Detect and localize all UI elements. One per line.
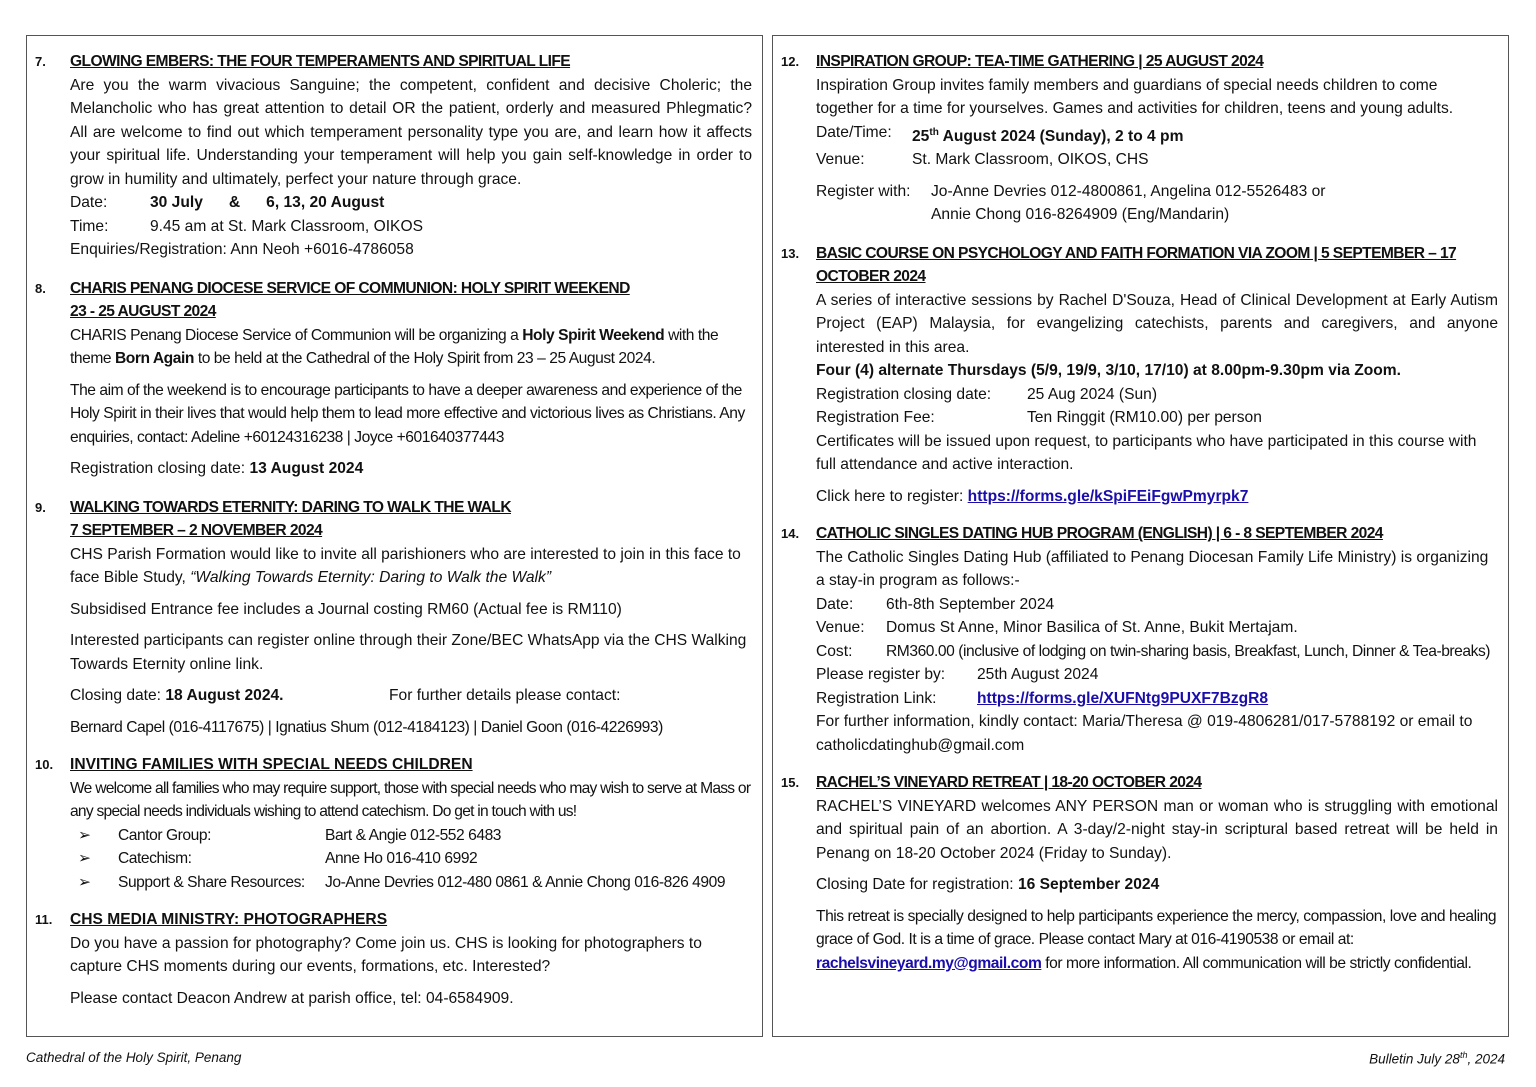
arrow-bullet-icon: ➢ (78, 873, 91, 891)
contacts: Bernard Capel (016-4117675) | Ignatius Shum (012-4184123) | Daniel Goon (016-4226993) (70, 718, 663, 736)
announcement-title: INVITING FAMILIES WITH SPECIAL NEEDS CHILDREN (70, 756, 473, 773)
item-number: 9. (35, 499, 46, 515)
announcement-subtitle: 23 - 25 AUGUST 2024 (70, 303, 216, 320)
announcement-title: GLOWING EMBERS: THE FOUR TEMPERAMENTS AND SPIRITUAL LIFE (70, 53, 571, 70)
announcement-body: CHARIS Penang Diocese Service of Communion will be organizing a Holy Spirit Weekend with the theme Born Again to be held at the Cathedral of the Holy Spirit from 23 – 25 August 2024. (70, 326, 719, 367)
certificates-note: Certificates will be issued upon request, to participants who have participated in this course with full attendance and active interaction. (816, 432, 1477, 474)
arrow-bullet-icon: ➢ (78, 850, 91, 867)
announcement-body-2: This retreat is specially designed to help participants experience the mercy, compassion, love and healing grace of God. It is a time of grace. Please contact Mary at 016-4190538 or email at: rachelsvineyard.my@gmail.com for more information. All communication will be strictly confidential. (816, 907, 1497, 972)
closing-date: Registration closing date: 13 August 2024 (70, 460, 364, 477)
contact-line: Please contact Deacon Andrew at parish office, tel: 04-6584909. (70, 989, 514, 1007)
closing-row: Closing date: 18 August 2024. For further details please contact: (70, 684, 752, 708)
announcement-12 (781, 50, 1498, 227)
datetime-row: Date/Time: 25th August 2024 (Sunday), 2 to 4 pm (816, 123, 1184, 145)
registration-link[interactable]: https://forms.gle/XUFNtg9PUXF7BzgR8 (977, 689, 1269, 707)
schedule-line: Four (4) alternate Thursdays (5/9, 19/9, 3/10, 17/10) at 8.00pm-9.30pm via Zoom. (816, 362, 1401, 380)
fee-row: Registration Fee: Ten Ringgit (RM10.00) per person (816, 409, 1262, 427)
announcement-subtitle: 7 SEPTEMBER – 2 NOVEMBER 2024 (70, 522, 323, 539)
registration-link-row: Registration Link: https://forms.gle/XUFNtg9PUXF7BzgR8 (816, 687, 1498, 711)
announcement-8 (35, 277, 752, 481)
announcement-9 (35, 496, 752, 740)
announcement-7 (35, 50, 752, 262)
item-number: 12. (781, 54, 800, 69)
announcement-title: RACHEL’S VINEYARD RETREAT | 18-20 OCTOBER 2024 (816, 774, 1202, 792)
bullet-item: ➢ Cantor Group: Bart & Angie 012-552 6483 (70, 824, 752, 848)
arrow-bullet-icon: ➢ (78, 826, 91, 844)
announcement-body-2: The aim of the weekend is to encourage participants to have a deeper awareness and experience of the Holy Spirit in their lives that would help them to lead more effective and victorious lives as Christians. Any enquiries, contact: Adeline +60124316238 | Joyce +601640377443 (70, 381, 745, 446)
announcement-title: INSPIRATION GROUP: TEA-TIME GATHERING | 25 AUGUST 2024 (816, 53, 1264, 70)
announcement-body: Are you the warm vivacious Sanguine; the competent, confident and decisive Choleric; the Melancholic who has great attention to detail OR the patient, orderly and measured Phlegmatic? All are welcome to find out which temperament personality type you are, and learn how it affects your spiritual life. Understanding your temperament will help you gain self-knowledge in order to grow in humility and ultimately, perfect your nature through grace. (70, 76, 752, 188)
time-value: 9.45 am at St. Mark Classroom, OIKOS (150, 217, 423, 235)
announcement-body: CHS Parish Formation would like to invite all parishioners who are interested to join in this face to face Bible Study, “Walking Towards Eternity: Daring to Walk the Walk” (70, 545, 741, 586)
announcement-11 (35, 908, 752, 1010)
announcement-title: CHS MEDIA MINISTRY: PHOTOGRAPHERS (70, 911, 388, 928)
item-number: 11. (35, 912, 53, 927)
item-number: 7. (35, 54, 46, 69)
register-link[interactable]: https://forms.gle/kSpiFEiFgwPmyrpk7 (967, 487, 1249, 505)
enquiries: Enquiries/Registration: Ann Neoh +6016-4786058 (70, 241, 414, 258)
item-number: 8. (35, 280, 46, 296)
info-line: For further information, kindly contact: Maria/Theresa @ 019-4806281/017-5788192 or email to catholicdatinghub@gmail.com (816, 713, 1473, 754)
left-column (26, 35, 763, 1037)
announcement-body: The Catholic Singles Dating Hub (affiliated to Penang Diocesan Family Life Ministry) is organizing a stay-in program as follows:- (816, 548, 1489, 590)
announcement-title: BASIC COURSE ON PSYCHOLOGY AND FAITH FORMATION VIA ZOOM | 5 SEPTEMBER – 17 OCTOBER 2024 (816, 244, 1457, 286)
venue-row: Venue: St. Mark Classroom, OIKOS, CHS (816, 151, 1149, 169)
time-row (70, 215, 752, 239)
date-label: Date: (70, 194, 108, 211)
announcement-body: Do you have a passion for photography? Come join us. CHS is looking for photographers to capture CHS moments during our events, formations, etc. Interested? (70, 934, 702, 975)
date-value-2: 6, 13, 20 August (266, 194, 385, 211)
register-line: Click here to register: https://forms.gle/kSpiFEiFgwPmyrpk7 (816, 487, 1249, 505)
closing-row: Registration closing date: 25 Aug 2024 (Sun) (816, 385, 1158, 403)
time-label: Time: (70, 217, 109, 235)
bullet-item: ➢ Support & Share Resources: Jo-Anne Devries 012-480 0861 & Annie Chong 016-826 4909 (70, 871, 752, 895)
date-row: Date: 6th-8th September 2024 (816, 595, 1055, 613)
announcement-body: A series of interactive sessions by Rachel D'Souza, Head of Clinical Development at Early Autism Project (EAP) Malaysia, for evangelizing catechists, parents and caregivers, and anyone interested in this area. (816, 291, 1498, 356)
announcement-14 (781, 522, 1498, 757)
bullet-item: ➢ Catechism: Anne Ho 016-410 6992 (70, 847, 752, 871)
date-row (70, 191, 752, 215)
cost-row: Cost: RM360.00 (inclusive of lodging on twin-sharing basis, Breakfast, Lunch, Dinner & Tea-breaks) (816, 642, 1491, 660)
date-value-1: 30 July (150, 194, 203, 211)
email-link[interactable]: rachelsvineyard.my@gmail.com (816, 954, 1042, 972)
announcement-body: We welcome all families who may require support, those with special needs who may wish to serve at Mass or any special needs individuals wishing to attend catechism. Do get in touch with us! (70, 779, 751, 820)
announcement-body: Inspiration Group invites family members and guardians of special needs children to come together for a time for yourselves. Games and activities for children, teens and young adults. (816, 76, 1454, 117)
announcement-body: RACHEL’S VINEYARD welcomes ANY PERSON man or woman who is struggling with emotional and spiritual pain of an abortion. A 3-day/2-night stay-in scriptural based retreat will be held in Penang on 18-20 October 2024 (Friday to Sunday). (816, 797, 1498, 862)
register-note: Interested participants can register online through their Zone/BEC WhatsApp via the CHS Walking Towards Eternity online link. (70, 632, 747, 673)
register-by-row: Please register by: 25th August 2024 (816, 666, 1099, 684)
item-number: 10. (35, 757, 54, 772)
announcement-10 (35, 753, 752, 894)
footer-right: Bulletin July 28th, 2024 (1369, 1050, 1505, 1067)
item-number: 14. (781, 526, 800, 542)
footer-left: Cathedral of the Holy Spirit, Penang (26, 1050, 242, 1065)
announcement-title: WALKING TOWARDS ETERNITY: DARING TO WALK THE WALK (70, 498, 511, 516)
announcement-title: CATHOLIC SINGLES DATING HUB PROGRAM (ENGLISH) | 6 - 8 SEPTEMBER 2024 (816, 525, 1383, 543)
register-row: Register with: Jo-Anne Devries 012-4800861, Angelina 012-5526483 or Annie Chong 016-8264909 (Eng/Mandarin) (816, 182, 1326, 224)
announcement-15 (781, 771, 1498, 975)
date-amp: & (228, 194, 241, 211)
fee-note: Subsidised Entrance fee includes a Journal costing RM60 (Actual fee is RM110) (70, 600, 622, 618)
venue-row: Venue: Domus St Anne, Minor Basilica of St. Anne, Bukit Mertajam. (816, 619, 1298, 637)
contact-label: For further details please contact: (389, 687, 621, 704)
right-column (772, 35, 1509, 1037)
announcement-title: CHARIS PENANG DIOCESE SERVICE OF COMMUNION: HOLY SPIRIT WEEKEND (70, 279, 630, 297)
announcement-13 (781, 242, 1498, 509)
closing-date: Closing Date for registration: 16 September 2024 (816, 876, 1160, 894)
item-number: 15. (781, 775, 800, 791)
item-number: 13. (781, 245, 800, 261)
